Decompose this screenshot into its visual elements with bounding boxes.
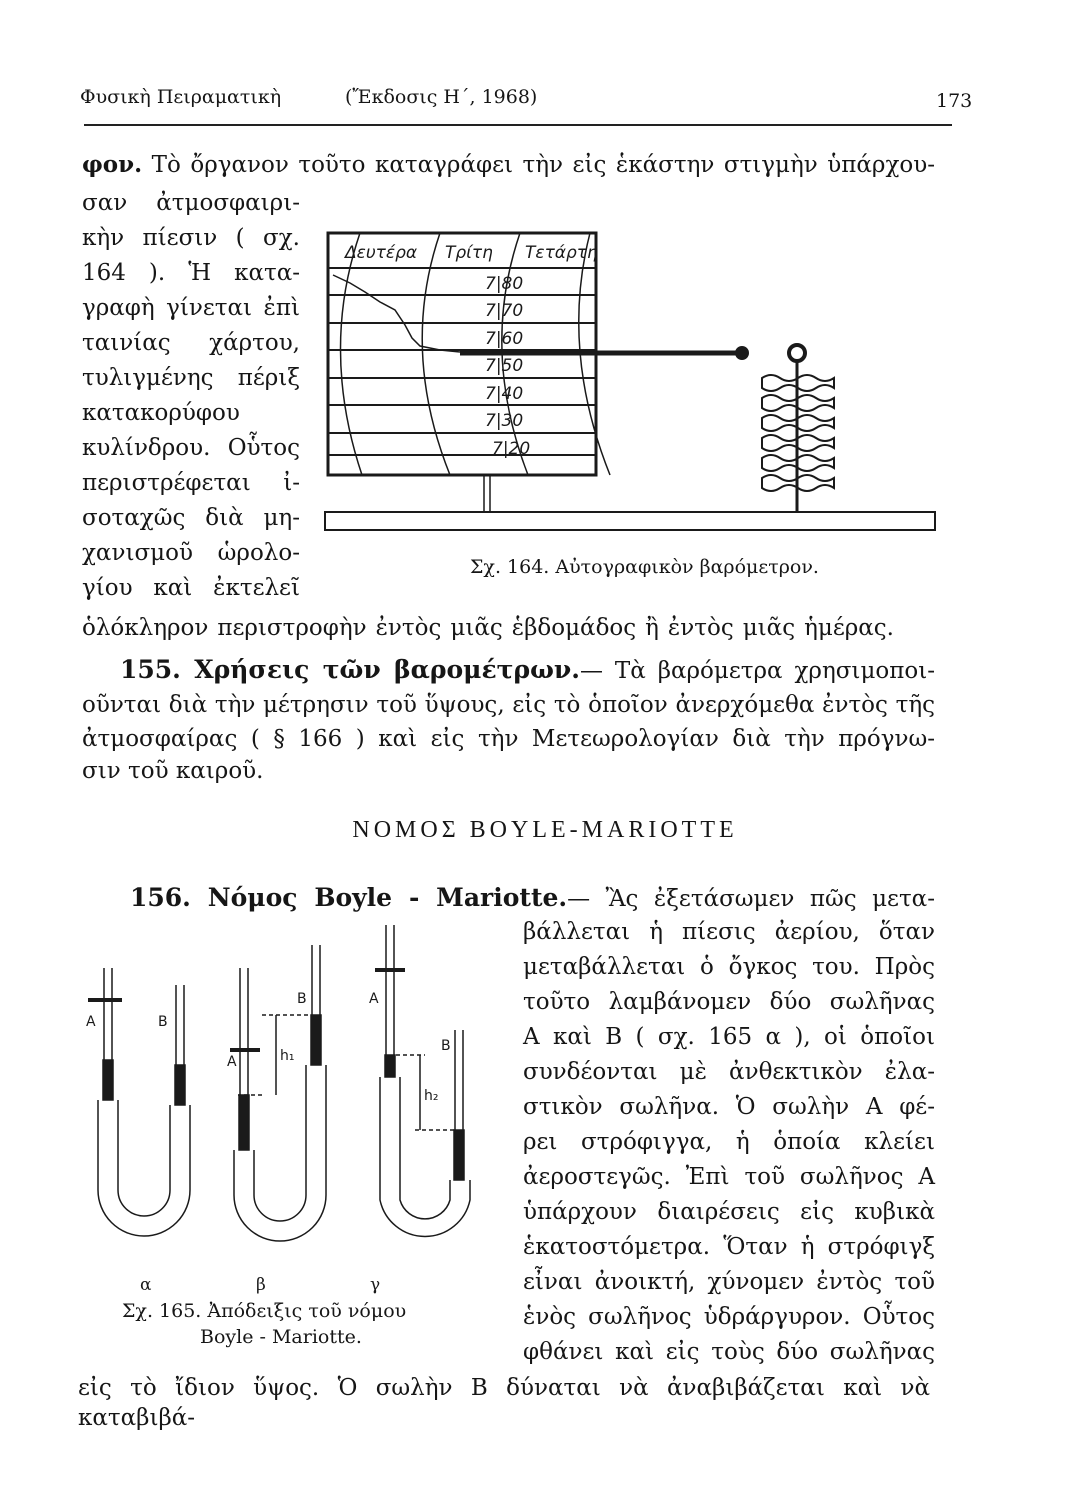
- figure-164-barograph: [325, 233, 935, 530]
- panel-label: β: [256, 1275, 266, 1295]
- figure-165-caption-line2: Boyle - Mariotte.: [200, 1326, 362, 1348]
- pressure-trace: [333, 275, 460, 352]
- intro-column-line: τυλιγμένης πέριξ: [82, 365, 300, 391]
- section-156-column-line: ρει στρόφιγγα, ἡ ὁποία κλείει: [523, 1129, 935, 1155]
- u-tube-b: [230, 945, 326, 1241]
- base-plate: [325, 512, 935, 530]
- intro-column-line: 164 ). Ἡ κατα-: [82, 260, 300, 286]
- chart-grid-lines: [328, 268, 596, 455]
- pivot: [736, 347, 748, 359]
- intro-rest: Τὸ ὄργανον τοῦτο καταγράφει τὴν εἰς ἑκάστην στιγμὴν ὑπάρχου-: [142, 152, 935, 178]
- tube-label-b: B: [297, 991, 307, 1007]
- panel-label: γ: [370, 1275, 381, 1295]
- intro-column-line: σοταχῶς διὰ μη-: [82, 505, 300, 531]
- mercury-column: [239, 1095, 249, 1150]
- u-tube-a: [88, 968, 190, 1236]
- day-label: Τρίτη: [445, 243, 493, 263]
- intro-column-line: κὴν πίεσιν ( σχ.: [82, 225, 300, 251]
- intro-last-line: ὁλόκληρον περιστροφὴν ἐντὸς μιᾶς ἑβδομάδος ἢ ἐντὸς μιᾶς ἡμέρας.: [82, 615, 894, 641]
- height-label-h2: h₂: [424, 1088, 439, 1104]
- intro-column-line: κατακορύφου: [82, 400, 240, 426]
- section-156-rest: — Ἂς ἐξετάσωμεν πῶς μετα-: [567, 886, 935, 912]
- section-156-column-line: ἑνὸς σωλῆνος ὑδράργυρον. Οὗτος: [523, 1304, 935, 1330]
- mercury-column: [454, 1130, 464, 1180]
- scale-label: 7|20: [492, 439, 531, 459]
- mercury-column: [175, 1065, 185, 1105]
- section-156-column-line: ἀεροστεγῶς. Ἐπὶ τοῦ σωλῆνος Α: [523, 1164, 935, 1190]
- tube-label-a: A: [227, 1054, 237, 1070]
- section-155-title: 155. Χρήσεις τῶν βαρομέτρων.: [120, 655, 580, 684]
- figure-164-caption: Σχ. 164. Αὐτογραφικὸν βαρόμετρον.: [470, 556, 819, 578]
- mercury-column: [311, 1015, 321, 1065]
- section-156-column-line: μεταβάλλεται ὁ ὄγκος του. Πρὸς: [523, 954, 935, 980]
- section-155-rest: — Τὰ βαρόμετρα χρησιμοποι-: [579, 658, 935, 684]
- scale-label: 7|50: [485, 356, 524, 376]
- figure-165-u-tubes: [88, 925, 470, 1241]
- section-156-last-line: εἰς τὸ ἴδιον ὕψος. Ὁ σωλὴν Β δύναται νὰ ἀναβιβάζεται καὶ νὰ καταβιβά-: [78, 1375, 930, 1431]
- scale-label: 7|80: [485, 274, 524, 294]
- section-156-column-line: τοῦτο λαμβάνομεν δύο σωλῆνας: [523, 989, 935, 1015]
- panel-label: α: [140, 1275, 152, 1295]
- scale-label: 7|30: [485, 411, 524, 431]
- section-156-column-line: ἑκατοστόμετρα. Ὅταν ἡ στρόφιγξ: [523, 1234, 935, 1260]
- intro-column-line: σαν ἀτμοσφαιρι-: [82, 190, 300, 216]
- running-title: Φυσικὴ Πειραματικὴ: [80, 86, 282, 108]
- tube-label-a: A: [369, 991, 379, 1007]
- day-label: Δευτέρα: [345, 243, 418, 263]
- day-label: Τετάρτη: [525, 243, 598, 263]
- scale-label: 7|40: [485, 384, 524, 404]
- section-156-column-line: συνδέονται μὲ ἀνθεκτικὸν ἐλα-: [523, 1059, 935, 1085]
- section-156-column-line: ὑπάρχουν διαιρέσεις εἰς κυβικὰ: [523, 1199, 935, 1225]
- intro-column-line: κυλίνδρου. Οὗτος: [82, 435, 300, 461]
- intro-bold: φον.: [82, 151, 143, 178]
- chapter-heading: ΝΟΜΟΣ BOYLE-MARIOTTE: [352, 817, 738, 843]
- tube-label-b: B: [441, 1038, 451, 1054]
- intro-column-line: γίου καὶ ἐκτελεῖ: [82, 575, 300, 601]
- arm-joint: [789, 345, 805, 361]
- intro-column-line: περιστρέφεται ἰ-: [82, 470, 300, 496]
- mercury-column: [385, 1055, 395, 1077]
- section-156-column-line: στικὸν σωλῆνα. Ὁ σωλὴν Α φέ-: [523, 1094, 935, 1120]
- tube-label-b: B: [158, 1014, 168, 1030]
- section-155-line: ἀτμοσφαίρας ( § 166 ) καὶ εἰς τὴν Μετεωρολογίαν διὰ τὴν πρόγνω-: [82, 726, 935, 752]
- intro-column-line: γραφὴ γίνεται ἐπὶ: [82, 295, 300, 321]
- intro-column-line: χανισμοῦ ὡρολο-: [82, 540, 300, 566]
- intro-column-line: ταινίας χάρτου,: [82, 330, 300, 356]
- scale-label: 7|60: [485, 329, 524, 349]
- mercury-column: [103, 1060, 113, 1100]
- tube-label-a: A: [86, 1014, 96, 1030]
- section-156-column-line: βάλλεται ἡ πίεσις ἀερίου, ὅταν: [523, 919, 935, 945]
- scale-label: 7|70: [485, 301, 524, 321]
- figure-165-caption: Σχ. 165. Ἀπόδειξις τοῦ νόμου: [122, 1300, 407, 1322]
- section-155-last-line: σιν τοῦ καιροῦ.: [82, 758, 264, 784]
- height-label-h1: h₁: [280, 1048, 295, 1064]
- u-tube-c: [375, 925, 470, 1236]
- drum-post: [484, 475, 490, 512]
- section-156-column-line: φθάνει καὶ εἰς τοὺς δύο σωλῆνας: [523, 1339, 935, 1365]
- section-155-line: οῦνται διὰ τὴν μέτρησιν τοῦ ὕψους, εἰς τὸ ὁποῖον ἀνερχόμεθα ἐντὸς τῆς: [82, 692, 935, 718]
- page-number: 173: [936, 90, 973, 112]
- edition-note: (Ἔκδοσις Η΄, 1968): [345, 86, 538, 108]
- section-156-column-line: Α καὶ Β ( σχ. 165 α ), οἱ ὁποῖοι: [523, 1024, 935, 1050]
- section-156-column-line: εἶναι ἀνοικτή, χύνομεν ἐντὸς τοῦ: [523, 1269, 935, 1295]
- section-156-title: 156. Νόμος Boyle - Mariotte.: [130, 883, 568, 912]
